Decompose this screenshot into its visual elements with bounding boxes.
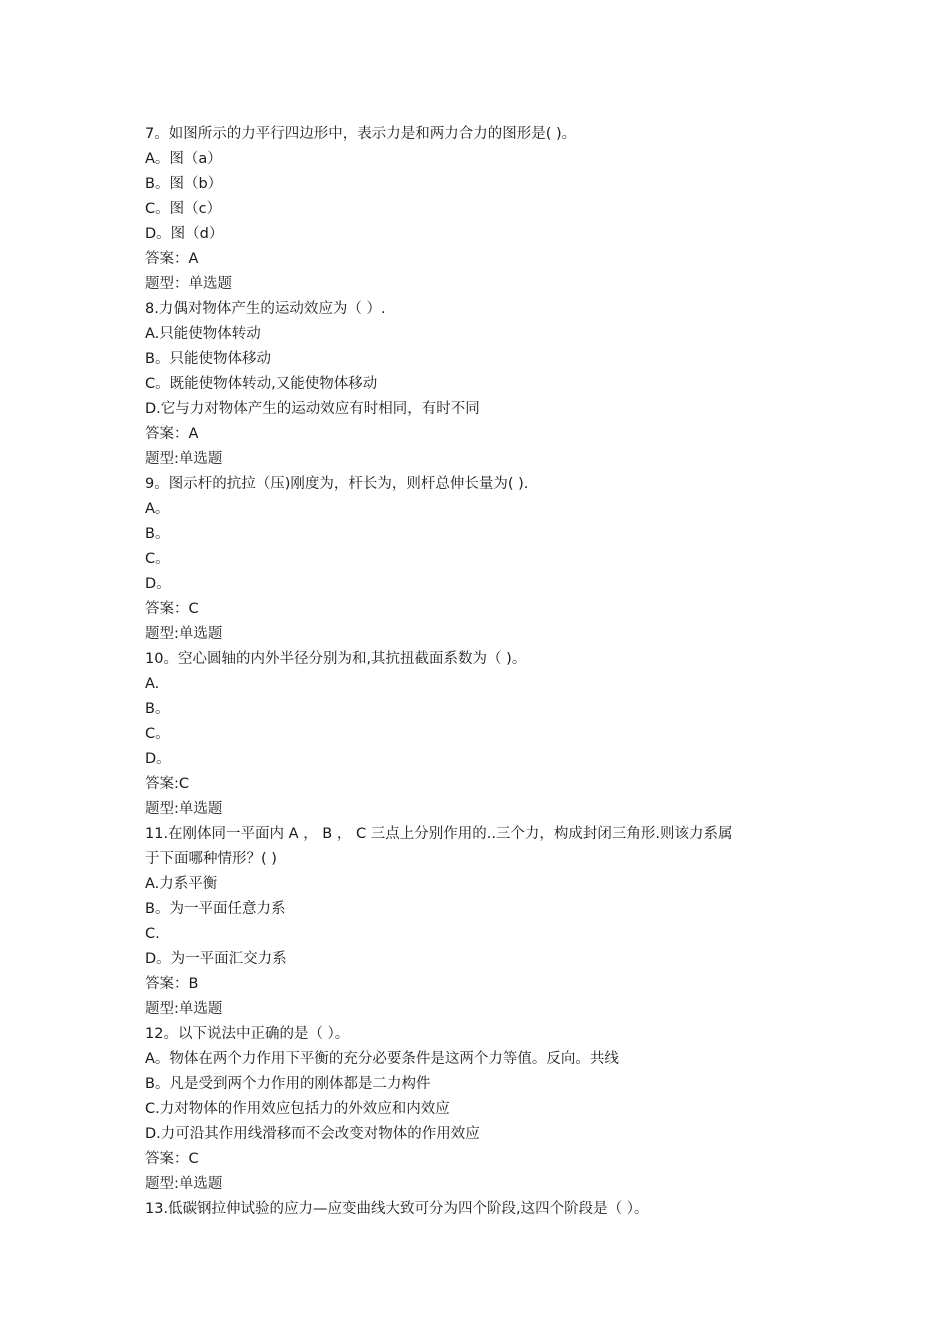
question-9-option-d: D。 bbox=[145, 576, 171, 592]
question-13-stem: 13.低碳钢拉伸试验的应力—应变曲线大致可分为四个阶段,这四个阶段是（ ）。 bbox=[145, 1201, 649, 1217]
question-12-option-c: C.力对物体的作用效应包括力的外效应和内效应 bbox=[145, 1101, 450, 1117]
question-8-option-a: A.只能使物体转动 bbox=[145, 326, 261, 342]
question-8-stem: 8.力偶对物体产生的运动效应为（ ）. bbox=[145, 301, 386, 317]
question-11-option-d: D。为一平面汇交力系 bbox=[145, 951, 287, 967]
question-10-answer: 答案:C bbox=[145, 776, 190, 792]
question-11-type: 题型:单选题 bbox=[145, 1001, 223, 1017]
question-12-type: 题型:单选题 bbox=[145, 1176, 223, 1192]
question-7-option-b: B。图（b） bbox=[145, 176, 223, 192]
question-9-stem: 9。图示杆的抗拉（压)刚度为，杆长为，则杆总伸长量为( ). bbox=[145, 476, 529, 492]
question-10-type: 题型:单选题 bbox=[145, 801, 223, 817]
question-8-answer: 答案：A bbox=[145, 426, 199, 442]
question-12-option-d: D.力可沿其作用线滑移而不会改变对物体的作用效应 bbox=[145, 1126, 480, 1142]
question-10-stem: 10。空心圆轴的内外半径分别为和,其抗扭截面系数为（ )。 bbox=[145, 651, 527, 667]
question-12-answer: 答案：C bbox=[145, 1151, 199, 1167]
question-10-option-d: D。 bbox=[145, 751, 171, 767]
question-7-answer: 答案：A bbox=[145, 251, 199, 267]
question-11-option-c: C. bbox=[145, 926, 160, 942]
question-12-stem: 12。以下说法中正确的是（ ）。 bbox=[145, 1026, 350, 1042]
question-9-option-a: A。 bbox=[145, 501, 170, 517]
question-11-option-b: B。为一平面任意力系 bbox=[145, 901, 286, 917]
question-10-option-c: C。 bbox=[145, 726, 170, 742]
question-11-answer: 答案：B bbox=[145, 976, 199, 992]
question-7-option-c: C。图（c） bbox=[145, 201, 222, 217]
question-7-option-a: A。图（a） bbox=[145, 151, 222, 167]
question-8-option-c: C。既能使物体转动,又能使物体移动 bbox=[145, 376, 378, 392]
question-9-option-b: B。 bbox=[145, 526, 170, 542]
question-8-option-d: D.它与力对物体产生的运动效应有时相同，有时不同 bbox=[145, 401, 480, 417]
question-11-option-a: A.力系平衡 bbox=[145, 876, 218, 892]
question-11-stem-line-1: 11.在刚体同一平面内 A ， B ， C 三点上分别作用的..三个力，构成封闭三角形.则该力系属 bbox=[145, 826, 733, 842]
question-9-answer: 答案：C bbox=[145, 601, 199, 617]
question-7-option-d: D。图（d） bbox=[145, 226, 224, 242]
question-11-stem-line-2: 于下面哪种情形？( ) bbox=[145, 851, 277, 867]
question-10-option-a: A. bbox=[145, 676, 160, 692]
question-12-option-b: B。凡是受到两个力作用的刚体都是二力构件 bbox=[145, 1076, 431, 1092]
question-8-type: 题型:单选题 bbox=[145, 451, 223, 467]
question-10-option-b: B。 bbox=[145, 701, 170, 717]
question-7-type: 题型：单选题 bbox=[145, 276, 232, 292]
question-8-option-b: B。只能使物体移动 bbox=[145, 351, 271, 367]
document-body bbox=[145, 122, 825, 1222]
question-7-stem: 7。如图所示的力平行四边形中，表示力是和两力合力的图形是( )。 bbox=[145, 126, 577, 142]
question-9-type: 题型:单选题 bbox=[145, 626, 223, 642]
question-12-option-a: A。物体在两个力作用下平衡的充分必要条件是这两个力等值。反向。共线 bbox=[145, 1051, 619, 1067]
question-9-option-c: C。 bbox=[145, 551, 170, 567]
